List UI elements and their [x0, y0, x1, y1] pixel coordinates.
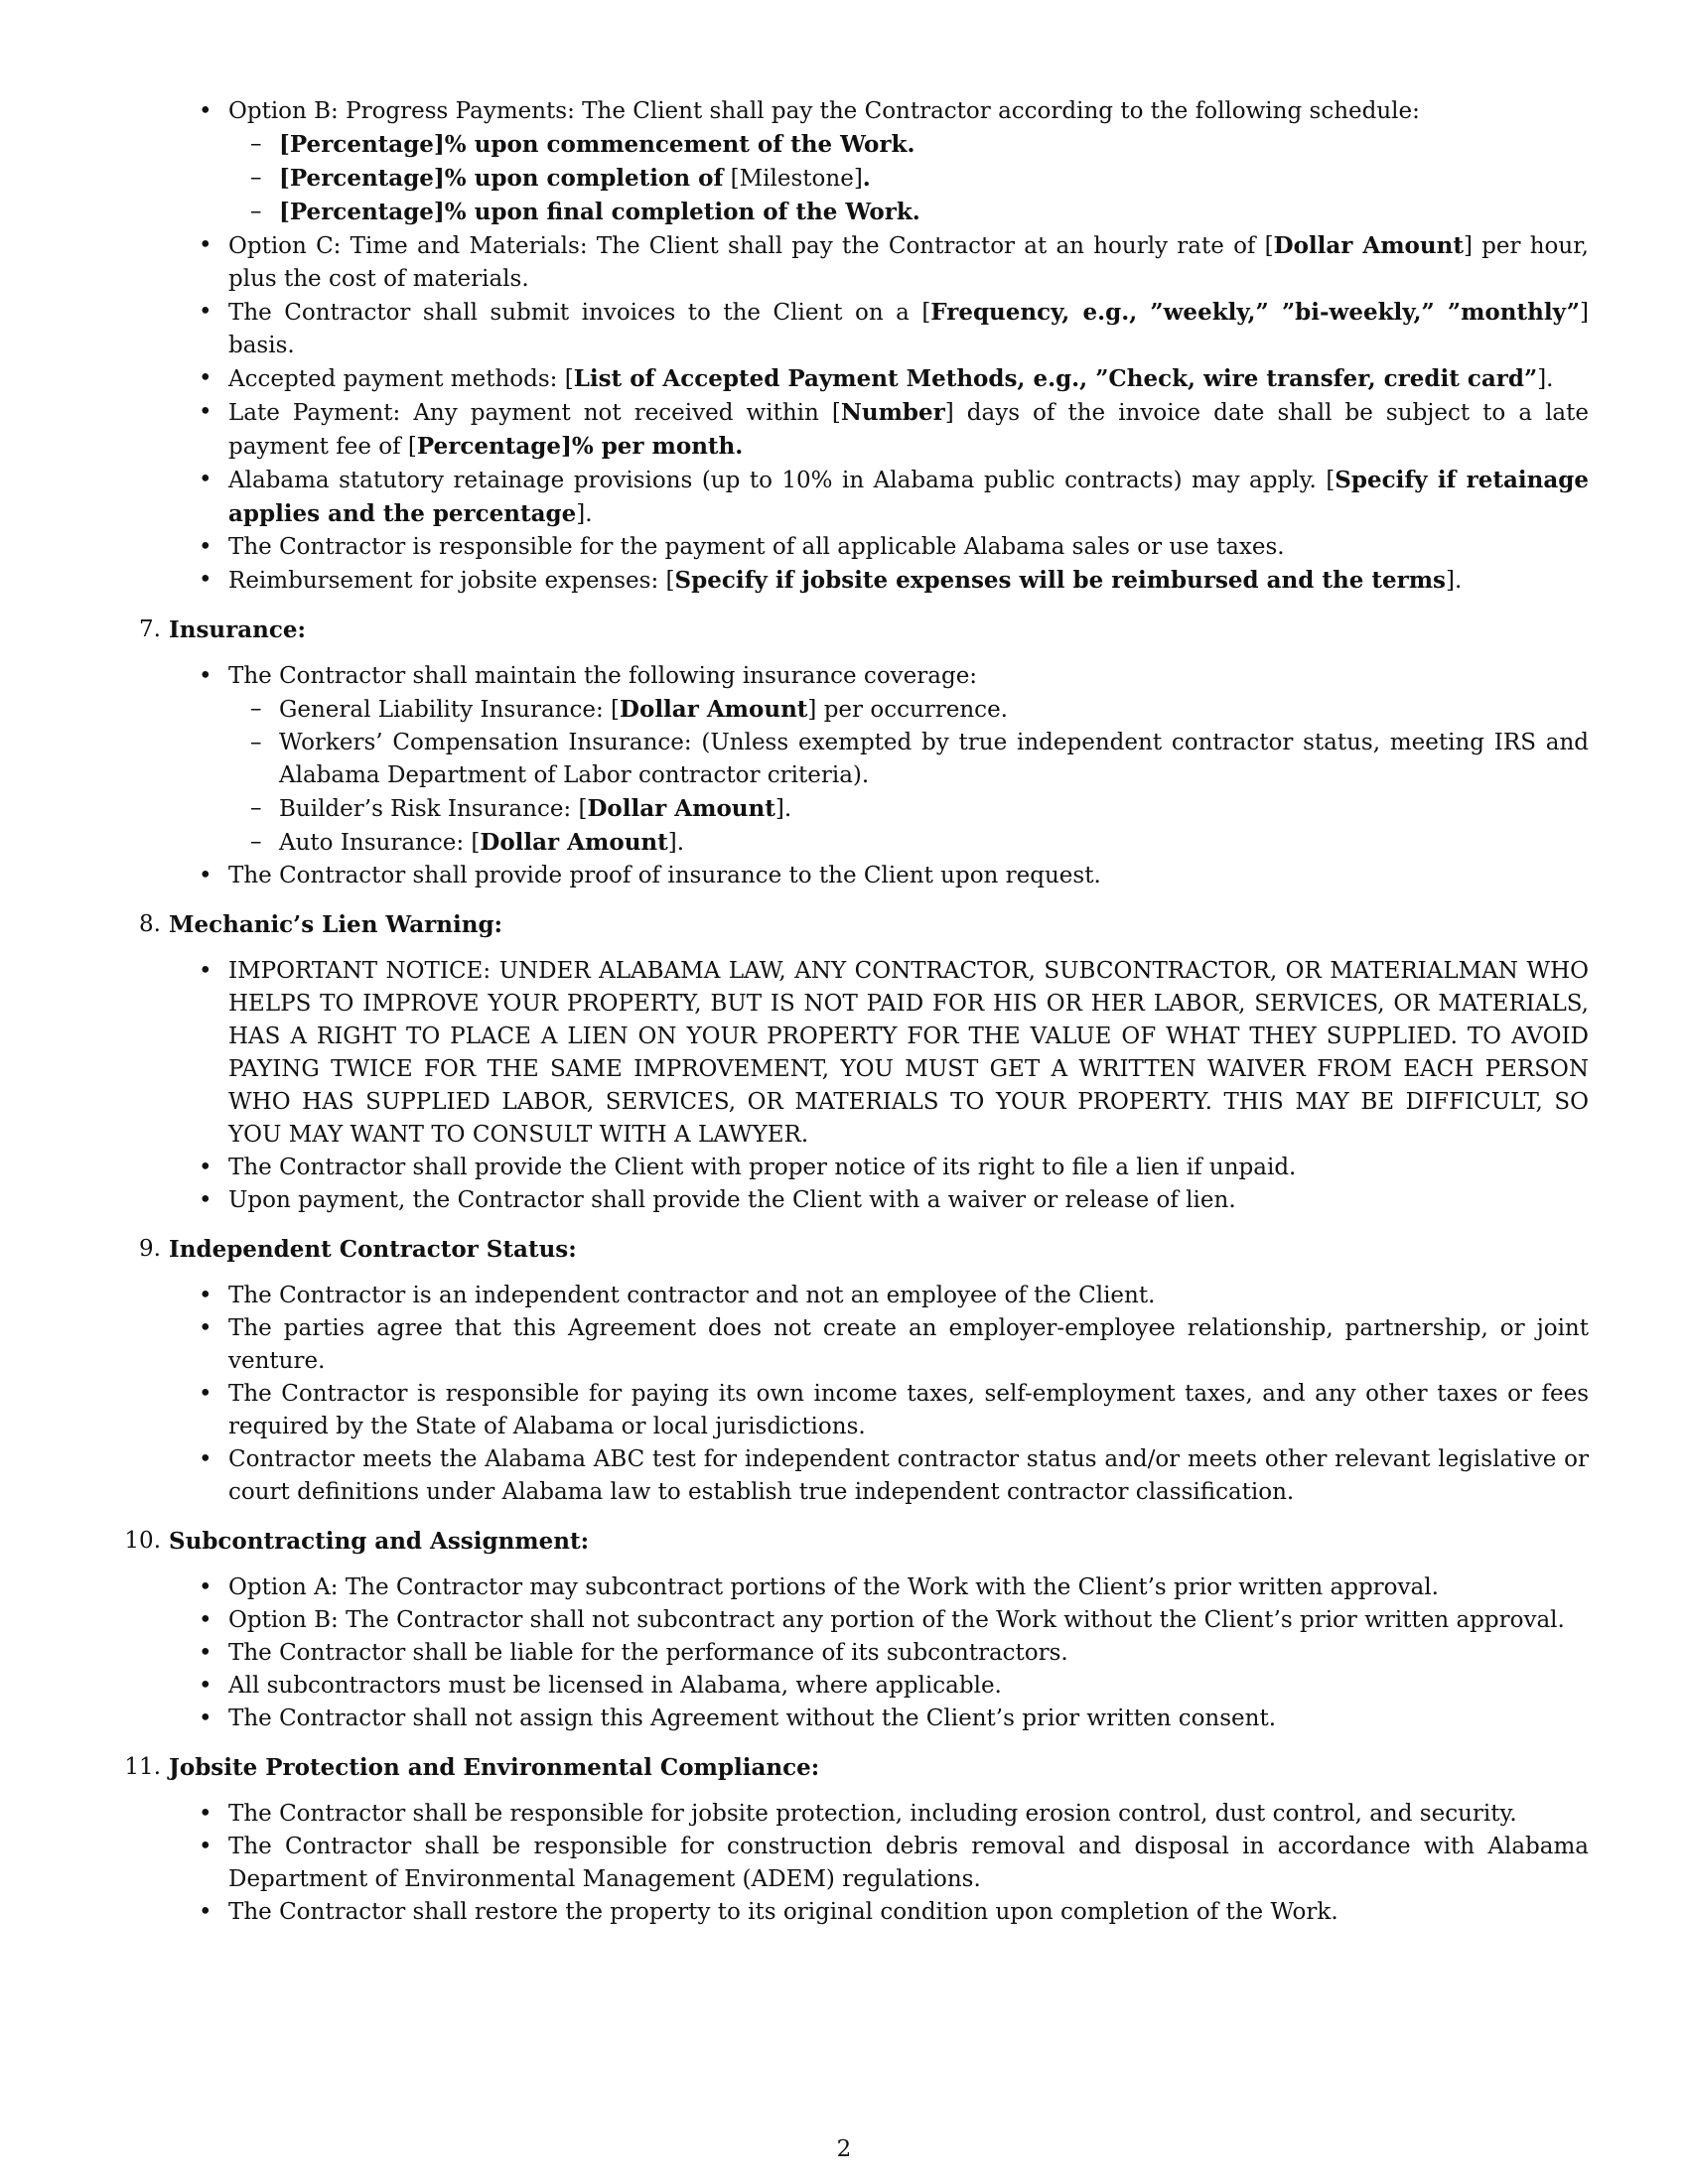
progress-schedule-list [228, 128, 1589, 229]
list-item: • The Contractor shall submit invoices to the Client on a [Frequency, e.g., ”weekly,” ”bi-weekly,” ”monthly”] basis. [228, 296, 1589, 362]
list-item: – [Percentage]% upon commencement of the Work. [279, 128, 1589, 162]
list-item: • The Contractor is an independent contractor and not an employee of the Client. [228, 1280, 1589, 1312]
section-title: Insurance: [169, 616, 307, 643]
list-item: • Option B: The Contractor shall not subcontract any portion of the Work without the Client’s prior written approval. [228, 1604, 1589, 1637]
list-item: • IMPORTANT NOTICE: UNDER ALABAMA LAW, ANY CONTRACTOR, SUBCONTRACTOR, OR MATERIALMAN WHO HELPS TO IMPROVE YOUR PROPERTY, BUT IS NOT PAID FOR HIS OR HER LABOR, SERVICES, OR MATERIALS, HAS A RIGHT TO PLACE A LIEN ON YOUR PROPERTY FOR THE VALUE OF WHAT THEY SUPPLIED. TO AVOID PAYING TWICE FOR THE SAME IMPROVEMENT, YOU MUST GET A WRITTEN WAIVER FROM EACH PERSON WHO HAS SUPPLIED LABOR, SERVICES, OR MATERIALS TO YOUR PROPERTY. THIS MAY BE DIFFICULT, SO YOU MAY WANT TO CONSULT WITH A LAWYER. [228, 955, 1589, 1152]
list-item: • The Contractor shall be responsible for construction debris removal and disposal in accordance with Alabama Department of Environmental Management (ADEM) regulations. [228, 1831, 1589, 1896]
lien-list [129, 955, 1589, 1217]
jobsite-list [129, 1798, 1589, 1929]
list-item: • The Contractor shall restore the property to its original condition upon completion of the Work. [228, 1896, 1589, 1929]
list-item: – General Liability Insurance: [Dollar Amount] per occurrence. [279, 693, 1589, 727]
list-item: • The parties agree that this Agreement does not create an employer-employee relationship, partnership, or joint venture. [228, 1312, 1589, 1378]
insurance-coverage-list [228, 693, 1589, 860]
section-number: 7. [139, 616, 161, 642]
section-mechanics-lien [129, 908, 1589, 1217]
payment-terms-list [129, 95, 1589, 598]
section-subcontracting [124, 1525, 1589, 1735]
section-jobsite-protection [124, 1751, 1589, 1929]
list-item: • Option B: Progress Payments: The Client shall pay the Contractor according to the following schedule: – [Percentage]% upon commencement of the Work. – [Percentage]% upon completion of [Milestone]. – [Percentage]% upon final completion of the Work. [228, 95, 1589, 229]
list-item: • The Contractor is responsible for paying its own income taxes, self-employment taxes, and any other taxes or fees required by the State of Alabama or local jurisdictions. [228, 1378, 1589, 1443]
list-item: • The Contractor is responsible for the payment of all applicable Alabama sales or use taxes. [228, 531, 1589, 564]
section-number: 9. [139, 1236, 161, 1262]
section-number: 8. [139, 911, 161, 937]
list-item: • The Contractor shall not assign this Agreement without the Client’s prior written consent. [228, 1703, 1589, 1735]
list-item: – [Percentage]% upon final completion of the Work. [279, 196, 1589, 229]
list-item: – Workers’ Compensation Insurance: (Unless exempted by true independent contractor status, meeting IRS and Alabama Department of Labor contractor criteria). [279, 727, 1589, 792]
page-number: 2 [836, 2136, 852, 2162]
section-number: 11. [124, 1754, 161, 1780]
list-item: • The Contractor shall be responsible for jobsite protection, including erosion control, dust control, and security. [228, 1798, 1589, 1831]
section-title: Subcontracting and Assignment: [169, 1528, 590, 1555]
list-item: • Reimbursement for jobsite expenses: [Specify if jobsite expenses will be reimbursed and the terms]. [228, 564, 1589, 598]
list-item: • The Contractor shall maintain the following insurance coverage: – General Liability Insurance: [Dollar Amount] per occurrence. – Workers’ Compensation Insurance: (Unless exempted by true independent contractor status, meeting IRS and Alabama Department of Labor contractor criteria). – Builder’s Risk Insurance: [Dollar Amount]. – Auto Insurance: [Dollar Amount]. [228, 660, 1589, 860]
list-item: • Option A: The Contractor may subcontract portions of the Work with the Client’s prior written approval. [228, 1571, 1589, 1604]
list-item: – [Percentage]% upon completion of [Milestone]. [279, 162, 1589, 196]
section-insurance [129, 614, 1589, 892]
section-number: 10. [124, 1528, 161, 1554]
list-item: • The Contractor shall provide proof of insurance to the Client upon request. [228, 860, 1589, 892]
list-item: • The Contractor shall be liable for the performance of its subcontractors. [228, 1637, 1589, 1670]
section-title: Jobsite Protection and Environmental Compliance: [169, 1754, 820, 1781]
list-item: – Auto Insurance: [Dollar Amount]. [279, 826, 1589, 860]
list-item: – Builder’s Risk Insurance: [Dollar Amount]. [279, 792, 1589, 826]
section-independent-contractor [129, 1233, 1589, 1509]
list-item: • Late Payment: Any payment not received within [Number] days of the invoice date shall be subject to a late payment fee of [Percentage]% per month. [228, 396, 1589, 464]
list-item: • Alabama statutory retainage provisions (up to 10% in Alabama public contracts) may apply. [Specify if retainage applies and the percentage]. [228, 464, 1589, 531]
contractor-status-list [129, 1280, 1589, 1509]
subcontracting-list [129, 1571, 1589, 1735]
list-item: • Accepted payment methods: [List of Accepted Payment Methods, e.g., ”Check, wire transfer, credit card”]. [228, 362, 1589, 396]
document-body [124, 95, 1590, 1929]
section-title: Mechanic’s Lien Warning: [169, 911, 503, 938]
list-item: • Option C: Time and Materials: The Client shall pay the Contractor at an hourly rate of [Dollar Amount] per hour, plus the cost of materials. [228, 229, 1589, 296]
list-item: • The Contractor shall provide the Client with proper notice of its right to file a lien if unpaid. [228, 1152, 1589, 1184]
list-item: • Contractor meets the Alabama ABC test for independent contractor status and/or meets other relevant legislative or court definitions under Alabama law to establish true independent contractor classification. [228, 1443, 1589, 1509]
insurance-list [129, 660, 1589, 892]
list-item: • All subcontractors must be licensed in Alabama, where applicable. [228, 1670, 1589, 1703]
list-item: • Upon payment, the Contractor shall provide the Client with a waiver or release of lien. [228, 1184, 1589, 1217]
section-title: Independent Contractor Status: [169, 1236, 577, 1263]
